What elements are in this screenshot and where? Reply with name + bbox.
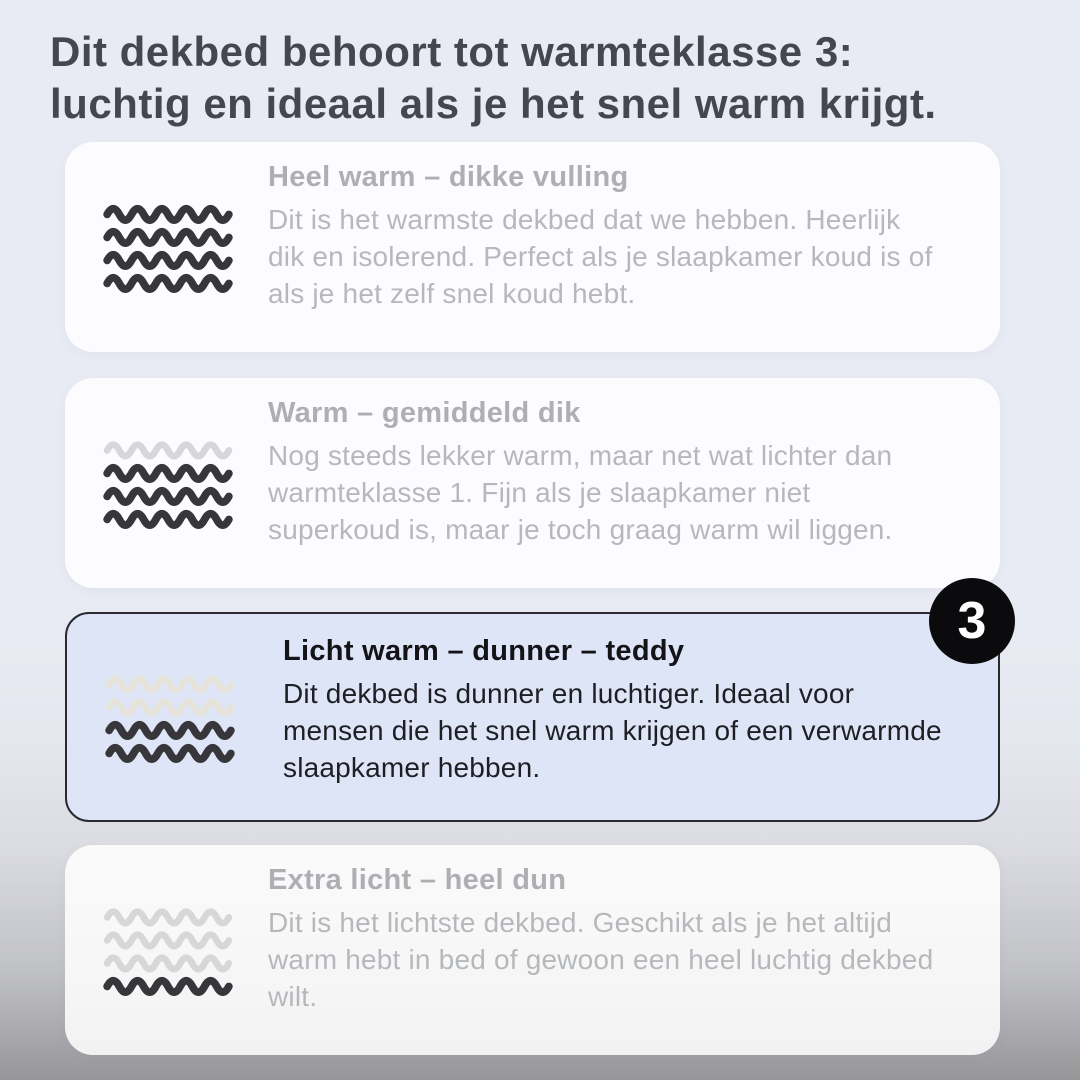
page-title-line-1: Dit dekbed behoort tot warmteklasse 3: (50, 28, 854, 75)
card-description: Dit is het warmste dekbed dat we hebben. Heerlijk dik en isolerend. Perfect als je slaapkamer koud is of als je het zelf snel koud hebt. (268, 204, 933, 309)
card-description: Dit is het lichtste dekbed. Geschikt als je het altijd warm hebt in bed of gewoon een heel luchtig dekbed wilt. (268, 907, 934, 1012)
wave-icon (100, 506, 236, 529)
wave-icon (100, 437, 236, 460)
warmth-card-heel-warm (65, 142, 1000, 352)
warmth-card-extra-licht (65, 845, 1000, 1055)
wave-icon (100, 224, 236, 247)
warmth-level-icon (100, 904, 236, 996)
page-title-line-2: luchtig en ideaal als je het snel warm krijgt. (50, 80, 937, 127)
wave-icon (100, 950, 236, 973)
card-title: Extra licht – heel dun (268, 864, 567, 896)
card-title: Heel warm – dikke vulling (268, 161, 629, 193)
card-description: Nog steeds lekker warm, maar net wat lichter dan warmteklasse 1. Fijn als je slaapkamer niet superkoud is, maar je toch graag warm wil liggen. (268, 440, 893, 545)
wave-icon (100, 247, 236, 270)
warmth-level-icon (100, 201, 236, 293)
card-text (283, 635, 945, 786)
wave-icon (102, 717, 238, 740)
wave-icon (100, 927, 236, 950)
wave-icon (100, 270, 236, 293)
card-description: Dit dekbed is dunner en luchtiger. Ideaal voor mensen die het snel warm krijgen of een verwarmde slaapkamer hebben. (283, 678, 942, 783)
wave-icon (100, 201, 236, 224)
warmth-level-icon (102, 671, 238, 763)
wave-icon (100, 483, 236, 506)
wave-icon (100, 973, 236, 996)
wave-icon (102, 671, 238, 694)
warmth-level-icon (100, 437, 236, 529)
wave-icon (100, 460, 236, 483)
card-title: Warm – gemiddeld dik (268, 397, 581, 429)
wave-icon (102, 694, 238, 717)
warmth-class-badge: 3 (929, 578, 1015, 664)
card-text (268, 161, 936, 312)
warmth-card-warm (65, 378, 1000, 588)
wave-icon (102, 740, 238, 763)
card-title: Licht warm – dunner – teddy (283, 635, 685, 667)
page-title (50, 26, 937, 130)
card-text (268, 864, 936, 1015)
wave-icon (100, 904, 236, 927)
card-text (268, 397, 936, 548)
warmth-card-licht-warm-selected (65, 612, 1000, 822)
